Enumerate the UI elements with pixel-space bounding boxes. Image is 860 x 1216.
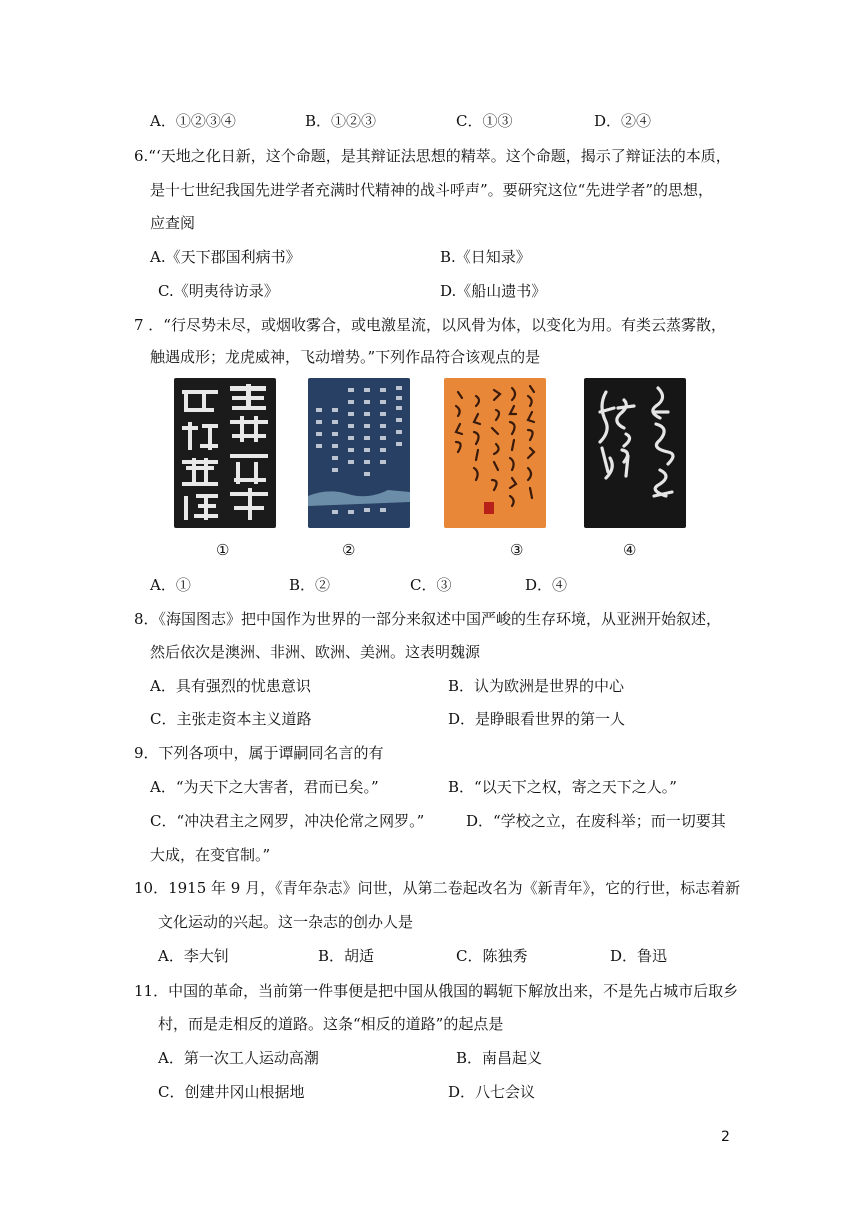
q8-option-a: A．具有强烈的忧患意识	[150, 677, 311, 695]
q10-option-a: A．李大钊	[158, 947, 229, 965]
q6-stem-line-3: 应查阅	[150, 214, 196, 232]
q6-option-a: A.《天下郡国利病书》	[150, 248, 301, 266]
q7-option-d: D．④	[525, 576, 568, 594]
q5-option-b: B．①②③	[305, 112, 377, 130]
q7-option-a: A．①	[150, 576, 191, 594]
calligraphy-image-2	[308, 378, 410, 528]
calligraphy-image-4	[584, 378, 686, 528]
q7-option-b: B．②	[289, 576, 331, 594]
q11-stem-line-1: 11．中国的革命，当前第一件事便是把中国从俄国的羁轭下解放出来，不是先占城市后取乡	[134, 982, 739, 1000]
q8-option-d: D．是睁眼看世界的第一人	[448, 710, 626, 728]
caption-2: ②	[342, 541, 356, 559]
q11-stem-line-2: 村，而是走相反的道路。这条“相反的道路”的起点是	[158, 1015, 504, 1033]
caption-1: ①	[216, 541, 230, 559]
q6-option-c: C.《明夷待访录》	[158, 282, 279, 300]
q6-option-b: B.《日知录》	[440, 248, 531, 266]
q11-option-d: D．八七会议	[448, 1083, 536, 1101]
page-number: 2	[721, 1129, 730, 1145]
q9-option-d-continued: 大成，在变官制。”	[150, 846, 271, 864]
q8-option-b: B．认为欧洲是世界的中心	[448, 677, 625, 695]
q9-option-d: D．“学校之立，在废科举；而一切要其	[466, 812, 726, 830]
q8-option-c: C．主张走资本主义道路	[150, 710, 312, 728]
q7-option-c: C．③	[410, 576, 452, 594]
q8-stem-line-1: 8．《海国图志》把中国作为世界的一部分来叙述中国严峻的生存环境，从亚洲开始叙述，	[134, 610, 722, 628]
q10-option-c: C．陈独秀	[456, 947, 528, 965]
calligraphy-image-3	[444, 378, 546, 528]
q10-stem-line-1: 10．1915 年 9 月，《青年杂志》问世，从第二卷起改名为《新青年》，它的行世，标志着新	[134, 879, 741, 897]
q7-stem-line-2: 触遇成形；龙虎威神，飞动增势。”下列作品符合该观点的是	[150, 348, 541, 366]
q9-stem: 9．下列各项中，属于谭嗣同名言的有	[134, 744, 384, 762]
calligraphy-image-1	[174, 378, 276, 528]
q10-option-b: B．胡适	[318, 947, 375, 965]
q11-option-b: B．南昌起义	[456, 1049, 543, 1067]
q5-option-a: A．①②③④	[150, 112, 236, 130]
q10-option-d: D．鲁迅	[610, 947, 668, 965]
caption-4: ④	[623, 541, 637, 559]
q8-stem-line-2: 然后依次是澳洲、非洲、欧洲、美洲。这表明魏源	[150, 643, 481, 661]
q11-option-a: A．第一次工人运动高潮	[158, 1049, 319, 1067]
q6-stem-line-2: 是十七世纪我国先进学者充满时代精神的战斗呼声”。要研究这位“先进学者”的思想，	[150, 181, 714, 199]
q6-stem-line-1: 6.“‘天地之化日新，这个命题，是其辩证法思想的精萃。这个命题，揭示了辩证法的本质，	[134, 147, 731, 165]
q10-stem-line-2: 文化运动的兴起。这一杂志的创办人是	[158, 913, 414, 931]
q5-option-d: D．②④	[594, 112, 652, 130]
q7-stem-line-1: 7 ．“行尽势未尽，或烟收雾合，或电激星流，以风骨为体，以变化为用。有类云蒸雾散，	[134, 316, 726, 334]
q6-option-d: D.《船山遗书》	[440, 282, 547, 300]
q9-option-a: A．“为天下之大害者，君而已矣。”	[150, 778, 379, 796]
q11-option-c: C．创建井冈山根据地	[158, 1083, 305, 1101]
q9-option-b: B．“以天下之权，寄之天下之人。”	[448, 778, 677, 796]
q5-option-c: C．①③	[456, 112, 513, 130]
caption-3: ③	[510, 541, 524, 559]
q9-option-c: C．“冲决君主之网罗，冲决伦常之网罗。”	[150, 812, 425, 830]
